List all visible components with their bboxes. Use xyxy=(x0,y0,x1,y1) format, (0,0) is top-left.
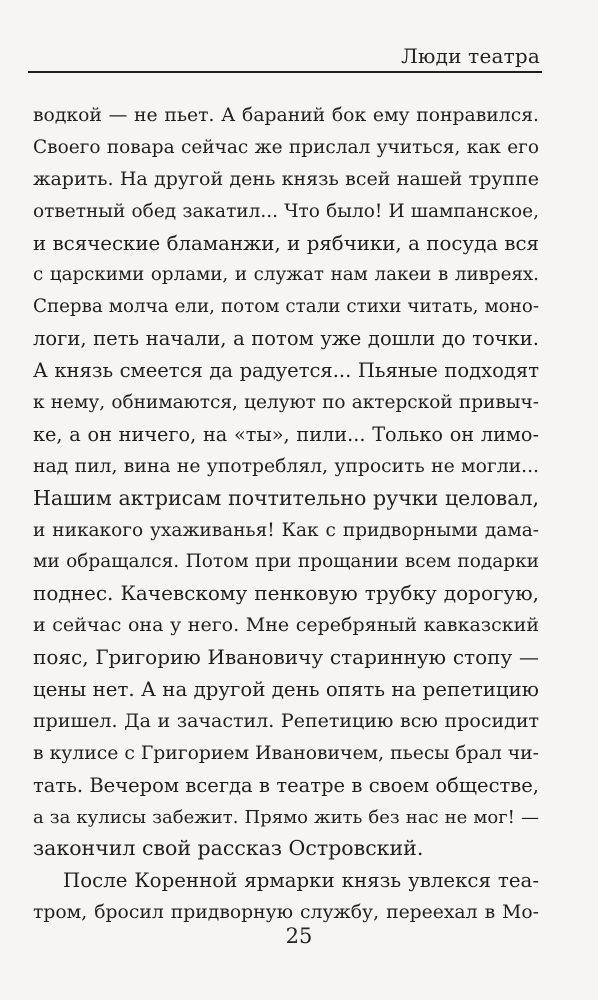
header-rule xyxy=(28,71,542,73)
text-line: и сейчас она у него. Мне серебряный кавказский xyxy=(33,614,539,637)
text-line: Нашим актрисам почтительно ручки целовал, xyxy=(33,485,539,510)
text-line: пояс, Григорию Ивановичу старинную стопу — xyxy=(33,645,539,670)
text-line: Своего повара сейчас же прислал учиться, как его xyxy=(33,136,539,158)
text-line: Сперва молча ели, потом стали стихи читать, моно- xyxy=(33,296,539,318)
page-number: 25 xyxy=(285,924,313,948)
text-line: ответный обед закатил... Что было! И шампанское, xyxy=(33,200,539,222)
text-line: и всяческие бламанжи, и рябчики, а посуда вся xyxy=(33,231,539,255)
text-line-paragraph-start: После Коренной ярмарки князь увлекся теа- xyxy=(63,869,539,893)
text-line: А князь смеется да радуется... Пьяные подходят xyxy=(33,359,539,383)
text-line: тать. Вечером всегда в театре в своем обществе, xyxy=(33,773,539,797)
text-line: цены нет. А на другой день опять на репетицию xyxy=(33,678,539,702)
text-line: а за кулисы забежит. Прямо жить без нас не мог! — xyxy=(33,806,539,828)
text-line: в кулисе с Григорием Ивановичем, пьесы брал чи- xyxy=(33,742,539,764)
text-line: водкой — не пьет. А бараний бок ему понравился. xyxy=(33,105,539,126)
text-line: поднес. Качевскому пенковую трубку дорогую, xyxy=(33,581,539,606)
text-line: к нему, обнимаются, целуют по актерской привыч- xyxy=(33,392,539,414)
running-head: Люди театра xyxy=(401,44,540,68)
text-line: жарить. На другой день князь всей нашей труппе xyxy=(33,167,539,190)
text-line: пришел. Да и зачастил. Репетицию всю просидит xyxy=(33,709,539,732)
text-line: и никакого ухаживанья! Как с придворными дама- xyxy=(33,519,539,541)
body-text xyxy=(33,100,539,929)
text-line: ке, а он ничего, на «ты», пили... Только он лимо- xyxy=(33,422,539,446)
text-line: тром, бросил придворную службу, переехал в Мо- xyxy=(33,902,539,924)
text-line: с царскими орлами, и служат нам лакеи в ливреях. xyxy=(33,264,539,286)
text-line: ми обращался. Потом при прощании всем подарки xyxy=(33,551,539,573)
text-line: логи, петь начали, а потом уже дошли до точки. xyxy=(33,327,539,351)
text-line: над пил, вина не употреблял, упросить не могли... xyxy=(33,455,539,477)
text-line: закончил свой рассказ Островский. xyxy=(33,836,424,861)
